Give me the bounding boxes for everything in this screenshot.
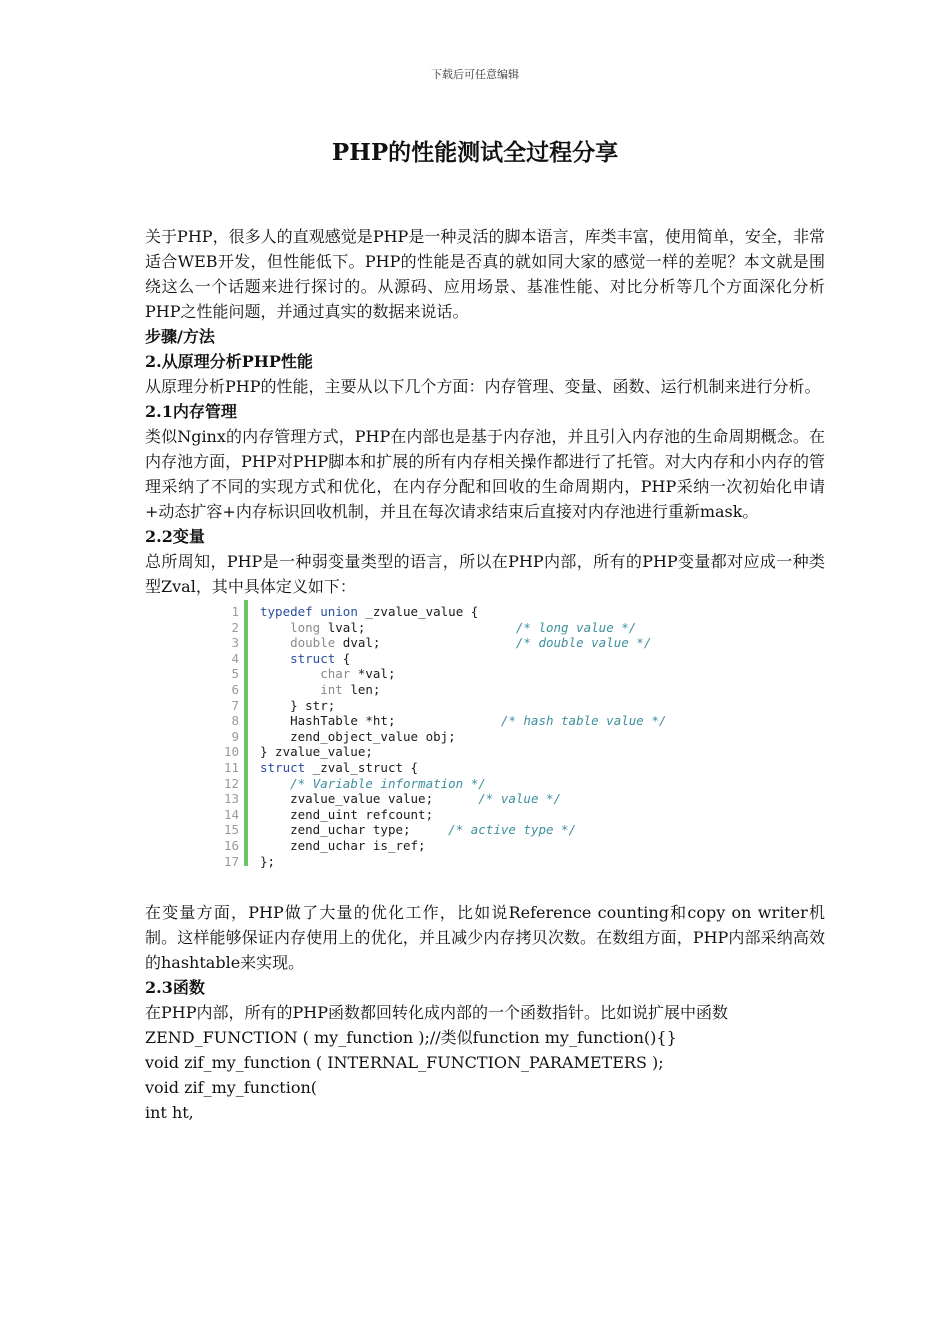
- code-line-11: [260, 760, 666, 776]
- code-line-13: [260, 791, 666, 807]
- line-number: 9: [231, 728, 239, 744]
- line-number: 2: [231, 619, 239, 635]
- code-line-6: [260, 682, 666, 698]
- line-number: 14: [223, 806, 239, 822]
- code-type: long: [290, 619, 321, 635]
- section-2-1-heading: 2.1内存管理: [145, 402, 237, 421]
- code-line-15: [260, 822, 666, 838]
- code-line-4: [260, 651, 666, 667]
- section-2-2-paragraph: 总所周知，PHP是一种弱变量类型的语言，所以在PHP内部，所有的PHP变量都对应成一种类型Zval，其中具体定义如下：: [145, 552, 825, 596]
- code-text: HashTable *ht;: [290, 713, 396, 729]
- func-line: void zif_my_function ( INTERNAL_FUNCTION_PARAMETERS );: [145, 1053, 664, 1072]
- code-line-5: [260, 666, 666, 682]
- code-keyword: struct: [290, 650, 336, 666]
- func-line: int ht,: [145, 1103, 194, 1122]
- code-type: char: [320, 666, 351, 682]
- code-line-numbers: [220, 604, 239, 869]
- document-title: PHP的性能测试全过程分享: [331, 139, 619, 166]
- line-number: 6: [231, 681, 239, 697]
- code-type: int: [320, 681, 343, 697]
- func-line: ZEND_FUNCTION ( my_function );//类似function my_function(){}: [145, 1028, 677, 1047]
- code-text: {: [335, 650, 351, 666]
- intro-paragraph: 关于PHP，很多人的直观感觉是PHP是一种灵活的脚本语言，库类丰富，使用简单，安全，非常适合WEB开发，但性能低下。PHP的性能是否真的就如同大家的感觉一样的差呢？本文就是围绕这么一个话题来进行探讨的。从源码、应用场景、基准性能、对比分析等几个方面深化分析PHP之性能问题，并通过真实的数据来说话。: [145, 227, 825, 321]
- code-line-3: [260, 635, 666, 651]
- code-comment: /* active type */: [448, 822, 577, 838]
- variables-after-paragraph: 在变量方面，PHP做了大量的优化工作，比如说Reference counting和copy on writer机制。这样能够保证内存使用上的优化，并且减少内存拷贝次数。在数组方面，PHP内部采纳高效的hashtable来实现。: [145, 903, 825, 972]
- line-number: 16: [223, 837, 239, 853]
- code-comment: /* long value */: [515, 619, 637, 635]
- code-text: zvalue_value value;: [290, 791, 434, 807]
- line-number: 4: [231, 650, 239, 666]
- code-text: zend_uint refcount;: [290, 806, 434, 822]
- code-line-10: [260, 744, 666, 760]
- code-text: };: [260, 853, 276, 869]
- code-comment: /* Variable information */: [290, 775, 486, 791]
- line-number: 1: [231, 604, 239, 619]
- line-number: 15: [223, 822, 239, 838]
- line-number: 10: [223, 744, 239, 760]
- line-number: 8: [231, 713, 239, 729]
- code-keyword: struct: [260, 759, 306, 775]
- line-number: 3: [231, 635, 239, 651]
- line-number: 17: [223, 853, 239, 869]
- code-text: _zval_struct {: [305, 759, 419, 775]
- line-number: 7: [231, 697, 239, 713]
- code-line-12: [260, 776, 666, 792]
- code-line-16: [260, 838, 666, 854]
- section-2-2-heading: 2.2变量: [145, 527, 205, 546]
- code-text: zend_uchar type;: [290, 822, 411, 838]
- func-line: void zif_my_function(: [145, 1078, 318, 1097]
- zval-code-image: [220, 600, 740, 872]
- code-text: zend_object_value obj;: [290, 728, 456, 744]
- code-text: } str;: [290, 697, 336, 713]
- section-2-paragraph: 从原理分析PHP的性能，主要从以下几个方面：内存管理、变量、函数、运行机制来进行分析。: [145, 377, 821, 396]
- code-line-2: [260, 620, 666, 636]
- code-text: zend_uchar is_ref;: [290, 837, 426, 853]
- line-number: 12: [223, 775, 239, 791]
- code-line-8: [260, 713, 666, 729]
- code-comment: /* value */: [478, 791, 562, 807]
- line-number: 11: [223, 759, 239, 775]
- code-line-1: [260, 604, 666, 620]
- code-comment: /* double value */: [515, 635, 652, 651]
- code-text: len;: [342, 681, 381, 697]
- header-note: 下载后可任意编辑: [431, 68, 519, 81]
- code-text: } zvalue_value;: [260, 744, 373, 760]
- code-text: _zvalue_value {: [357, 604, 479, 619]
- code-type: double: [290, 635, 336, 651]
- code-keyword: typedef: [260, 604, 313, 619]
- code-body: [260, 604, 666, 869]
- steps-heading: 步骤/方法: [145, 327, 215, 346]
- code-text: dval;: [335, 635, 381, 651]
- section-2-3-paragraph: 在PHP内部，所有的PHP函数都回转化成内部的一个函数指针。比如说扩展中函数: [145, 1003, 728, 1022]
- line-number: 5: [231, 666, 239, 682]
- section-2-3-heading: 2.3函数: [145, 978, 205, 997]
- code-text: *val;: [350, 666, 396, 682]
- code-line-7: [260, 698, 666, 714]
- code-line-17: [260, 854, 666, 870]
- section-2-heading: 2.从原理分析PHP性能: [145, 352, 313, 371]
- line-number: 13: [223, 791, 239, 807]
- code-gutter-bar: [244, 600, 248, 866]
- code-keyword: union: [320, 604, 358, 619]
- code-line-14: [260, 807, 666, 823]
- document-body: [145, 224, 825, 1125]
- code-text: lval;: [320, 619, 366, 635]
- code-line-9: [260, 729, 666, 745]
- code-comment: /* hash table value */: [500, 713, 667, 729]
- section-2-1-paragraph: 类似Nginx的内存管理方式，PHP在内部也是基于内存池，并且引入内存池的生命周期概念。在内存池方面，PHP对PHP脚本和扩展的所有内存相关操作都进行了托管。对大内存和小内存的管理采纳了不同的实现方式和优化，在内存分配和回收的生命周期内，PHP采纳一次初始化申请+动态扩容+内存标识回收机制，并且在每次请求结束后直接对内存池进行重新mask。: [145, 427, 825, 521]
